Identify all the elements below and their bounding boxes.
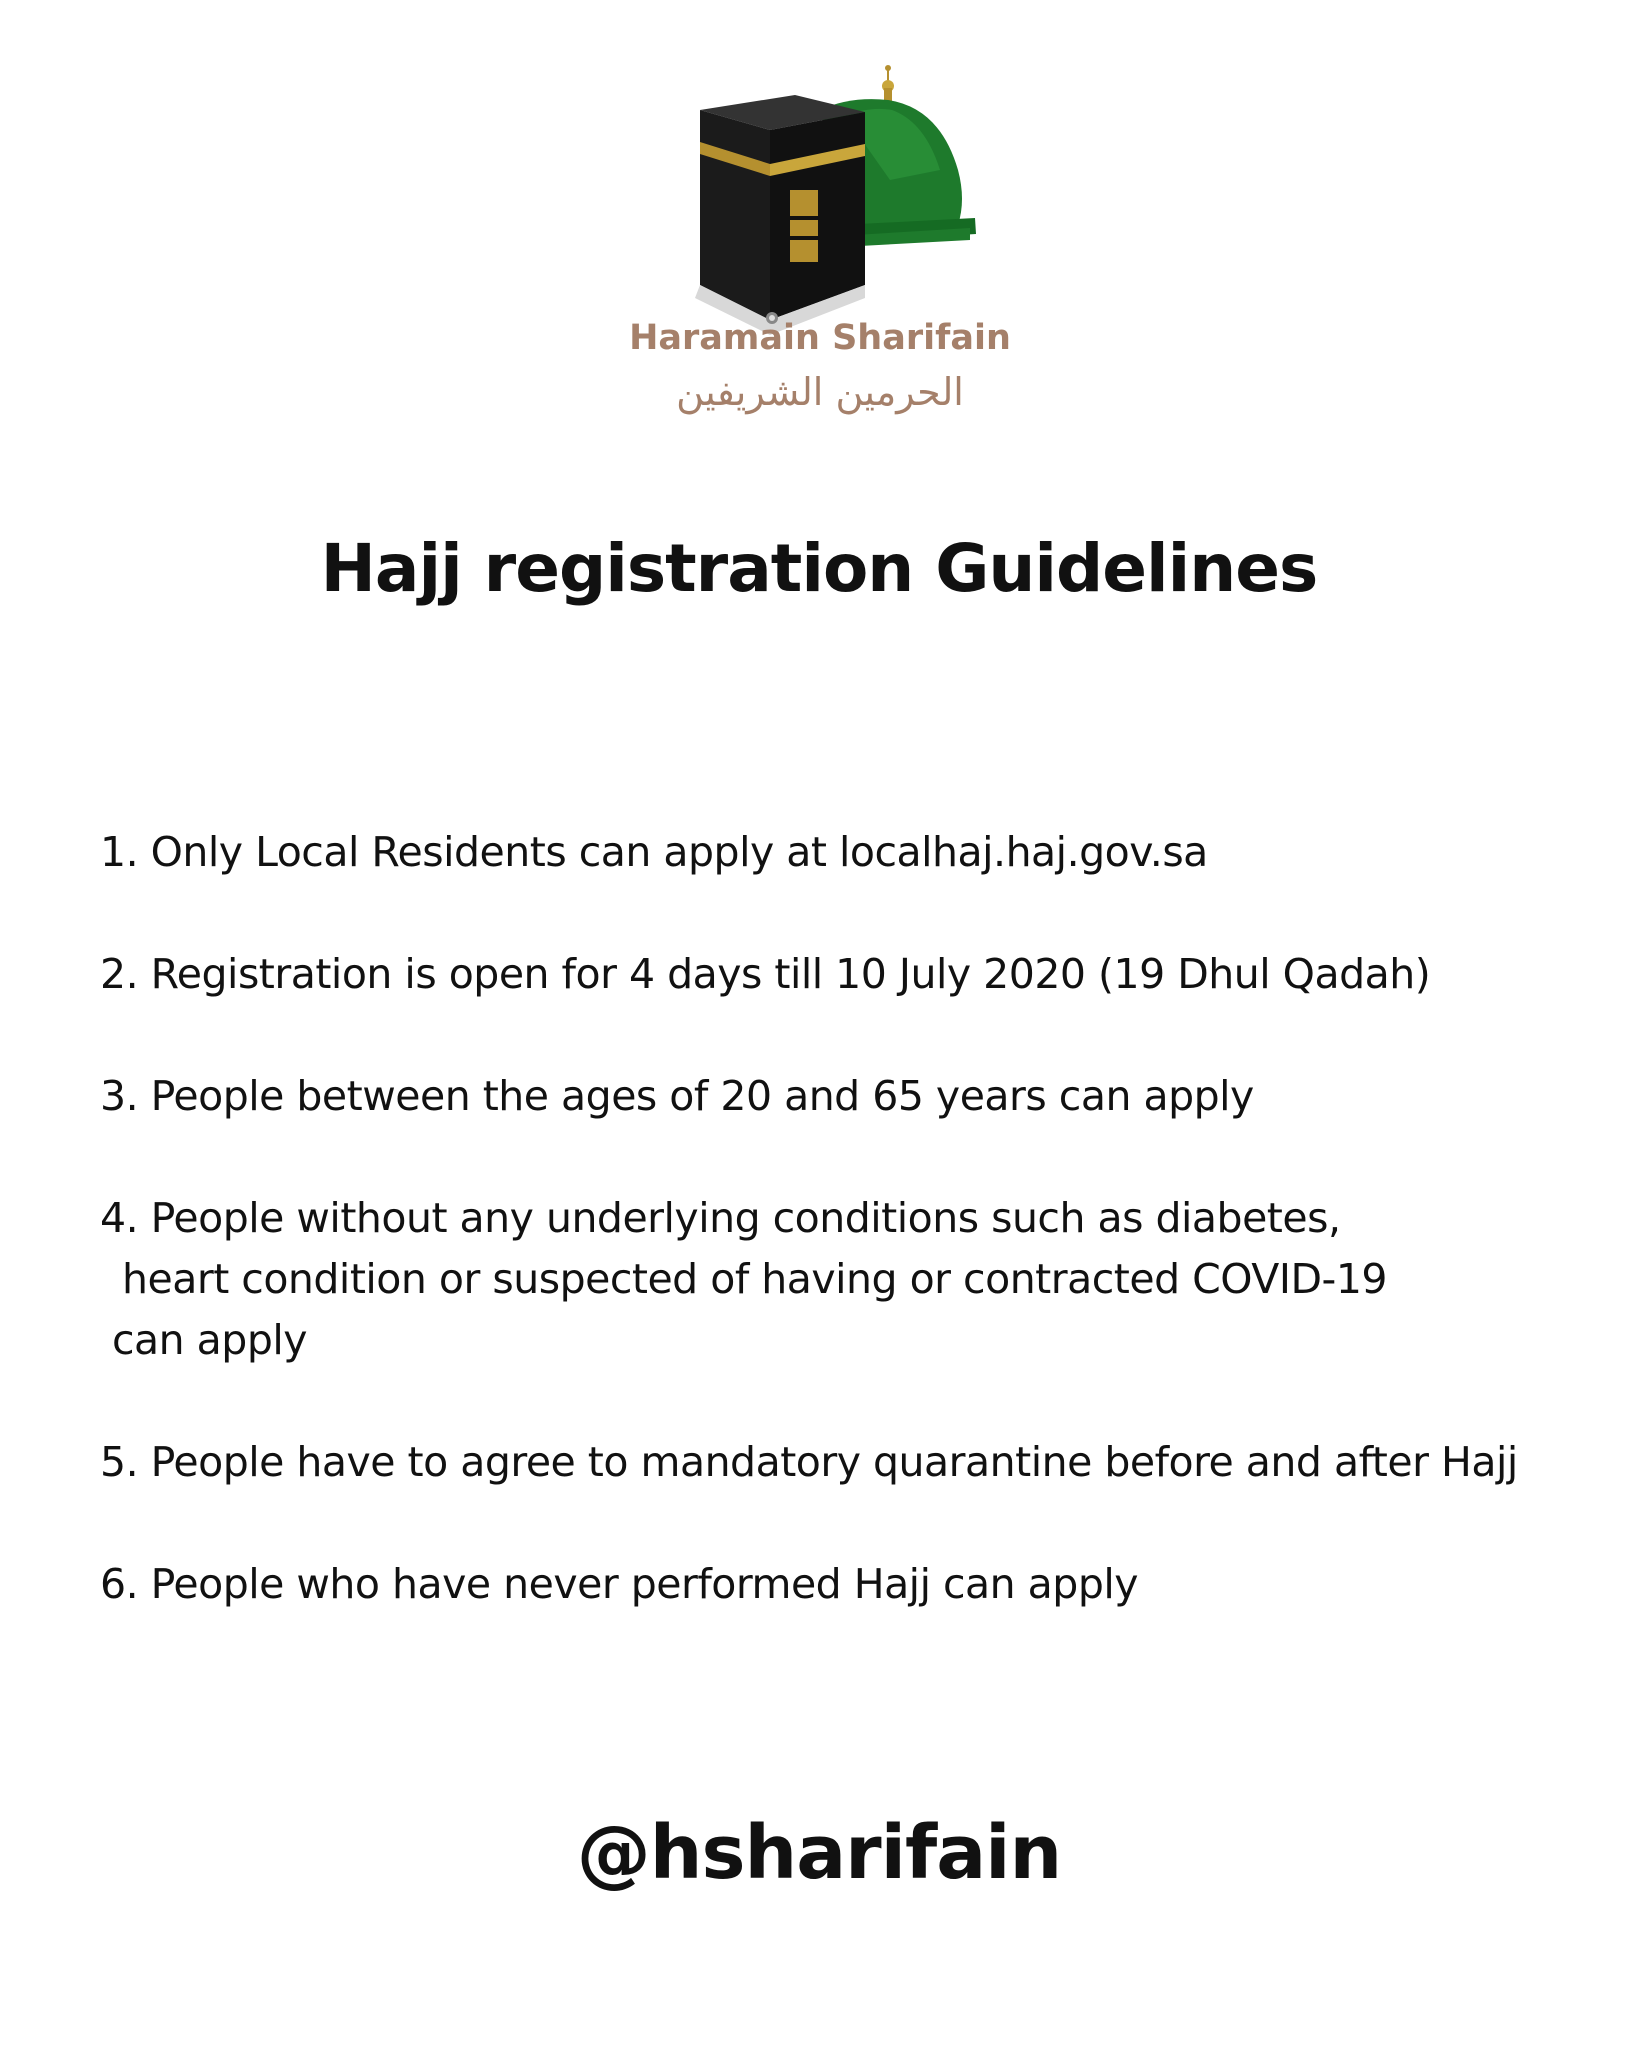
guideline-item-2 xyxy=(100,944,1430,1005)
guideline-line: heart condition or suspected of having or contracted COVID-19 xyxy=(122,1255,1387,1303)
haramain-logo xyxy=(640,30,1020,360)
kaaba-icon xyxy=(695,95,865,335)
brand-name-english: Haramain Sharifain xyxy=(629,318,1011,358)
guideline-item-3 xyxy=(100,1066,1254,1127)
guideline-item-1 xyxy=(100,822,1208,883)
guideline-line: 2. Registration is open for 4 days till 10 July 2020 (19 Dhul Qadah) xyxy=(100,950,1431,998)
guideline-line: 5. People have to agree to mandatory quarantine before and after Hajj xyxy=(100,1438,1518,1486)
guideline-item-4 xyxy=(100,1188,1387,1371)
guideline-item-5 xyxy=(100,1432,1518,1493)
brand-name-arabic: الحرمين الشريفين xyxy=(676,370,964,414)
guideline-line: can apply xyxy=(112,1316,308,1364)
guideline-line: 3. People between the ages of 20 and 65 years can apply xyxy=(100,1072,1254,1120)
page-title: Hajj registration Guidelines xyxy=(320,530,1318,607)
guideline-item-6 xyxy=(100,1554,1138,1615)
guideline-line: 6. People who have never performed Hajj can apply xyxy=(100,1560,1139,1608)
guideline-line: 1. Only Local Residents can apply at localhaj.haj.gov.sa xyxy=(100,828,1208,876)
kaaba-dome-icon xyxy=(640,30,1020,360)
guideline-line: 4. People without any underlying conditions such as diabetes, xyxy=(100,1194,1341,1242)
social-handle: @hsharifain xyxy=(576,1810,1062,1896)
